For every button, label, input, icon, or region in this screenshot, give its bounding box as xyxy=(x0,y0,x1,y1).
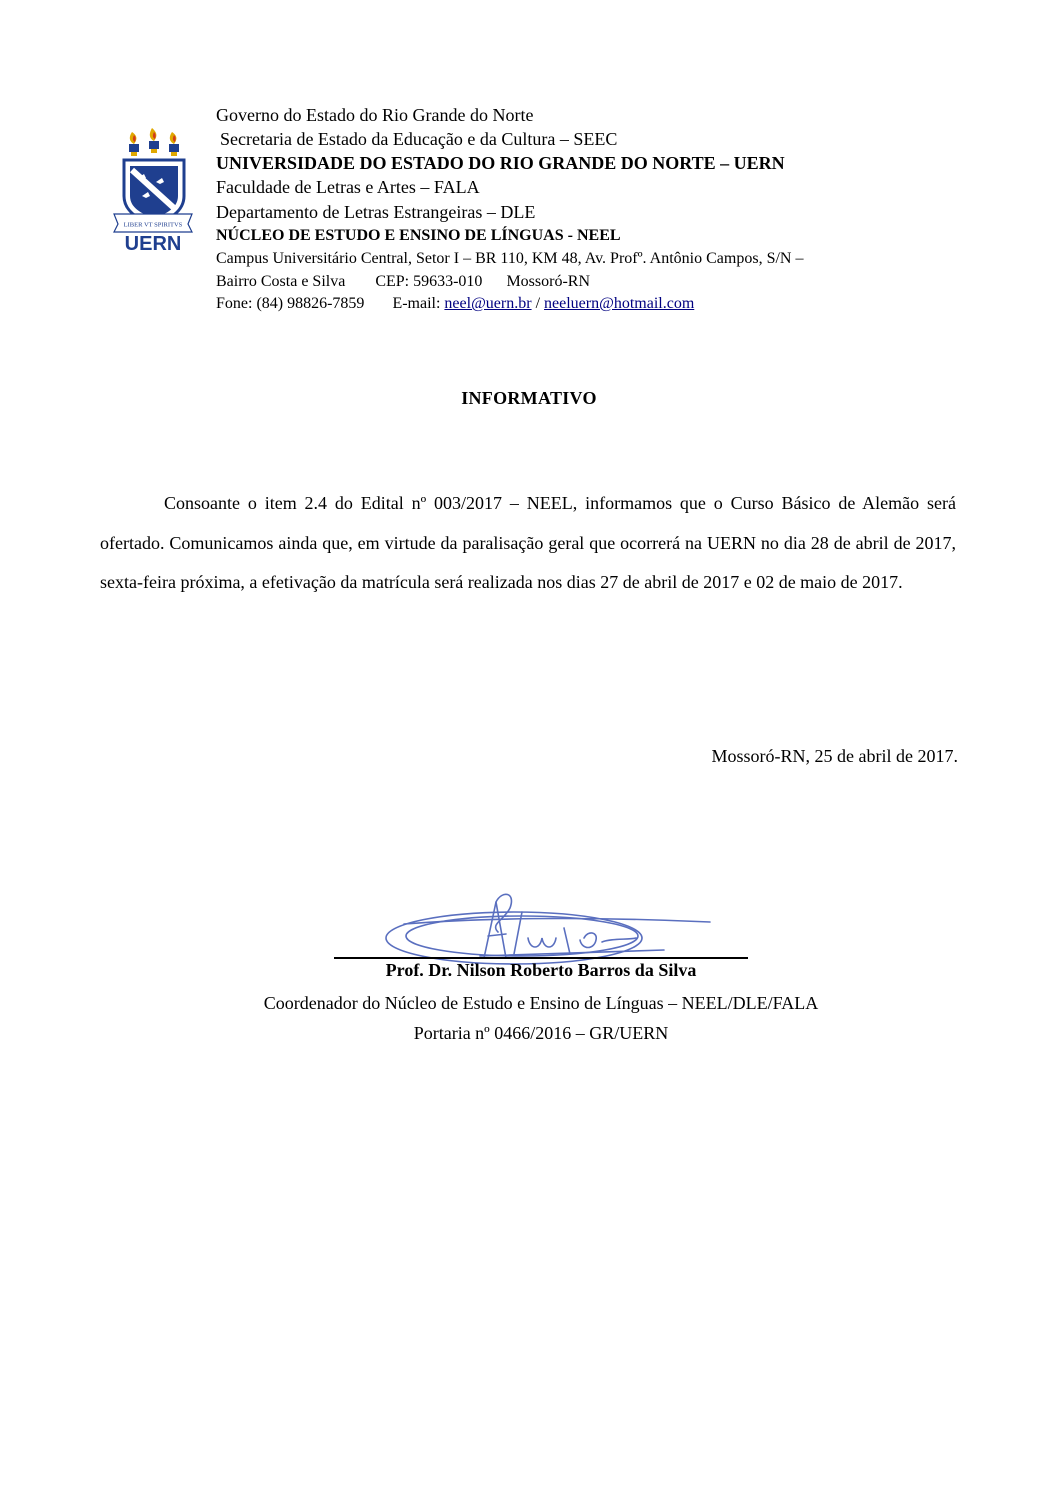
logo-banner-text: LIBER VT SPIRITVS xyxy=(123,221,183,229)
header-contact-line xyxy=(216,293,694,315)
page-title: INFORMATIVO xyxy=(461,388,597,408)
torch-icon xyxy=(149,128,159,153)
signature-line xyxy=(334,957,748,959)
header-address: Campus Universitário Central, Setor I – BR 110, KM 48, Av. Profº. Antônio Campos, S/N – xyxy=(216,250,804,267)
email-link-neel[interactable]: neel@uern.br xyxy=(444,295,532,312)
uern-logo xyxy=(110,126,196,254)
header-faculty: Faculdade de Letras e Artes – FALA xyxy=(216,177,480,197)
header-city: Mossoró-RN xyxy=(506,273,590,290)
header-bairro: Bairro Costa e Silva xyxy=(216,273,346,290)
body-paragraph: Consoante o item 2.4 do Edital nº 003/2017 – NEEL, informamos que o Curso Básico de Alemão será ofertado. Comunicamos ainda que, em virtude da paralisação geral que ocorrerá na UERN no dia 28 de abril de 2017, sexta-feira próxima, a efetivação da matrícula será realizada nos dias 27 de abril de 2017 e 02 de maio de 2017. xyxy=(100,493,956,592)
header-cep: CEP: 59633-010 xyxy=(375,273,483,290)
date-line: Mossoró-RN, 25 de abril de 2017. xyxy=(711,746,958,766)
header-address-line2 xyxy=(216,271,590,293)
torch-icon xyxy=(129,132,139,156)
header-phone: Fone: (84) 98826-7859 xyxy=(216,295,365,312)
header-department: Departamento de Letras Estrangeiras – DLE xyxy=(216,202,536,222)
logo-wordmark: UERN xyxy=(124,233,182,254)
signatory-name: Prof. Dr. Nilson Roberto Barros da Silva xyxy=(385,960,697,980)
header-university: UNIVERSIDADE DO ESTADO DO RIO GRANDE DO NORTE – UERN xyxy=(216,153,785,173)
header-email-label: E-mail: xyxy=(392,295,441,312)
header-secretariat: Secretaria de Estado da Educação e da Cultura – SEEC xyxy=(220,129,618,149)
signatory-role: Coordenador do Núcleo de Estudo e Ensino de Línguas – NEEL/DLE/FALA xyxy=(263,993,819,1013)
email-separator: / xyxy=(535,295,541,312)
header-government: Governo do Estado do Rio Grande do Norte xyxy=(216,105,534,125)
email-link-hotmail[interactable]: neeluern@hotmail.com xyxy=(544,295,695,312)
header-nucleus: NÚCLEO DE ESTUDO E ENSINO DE LÍNGUAS - NEEL xyxy=(216,227,621,244)
torch-icon xyxy=(169,132,179,156)
uern-crest-icon xyxy=(110,126,196,254)
signatory-portaria: Portaria nº 0466/2016 – GR/UERN xyxy=(413,1023,669,1043)
